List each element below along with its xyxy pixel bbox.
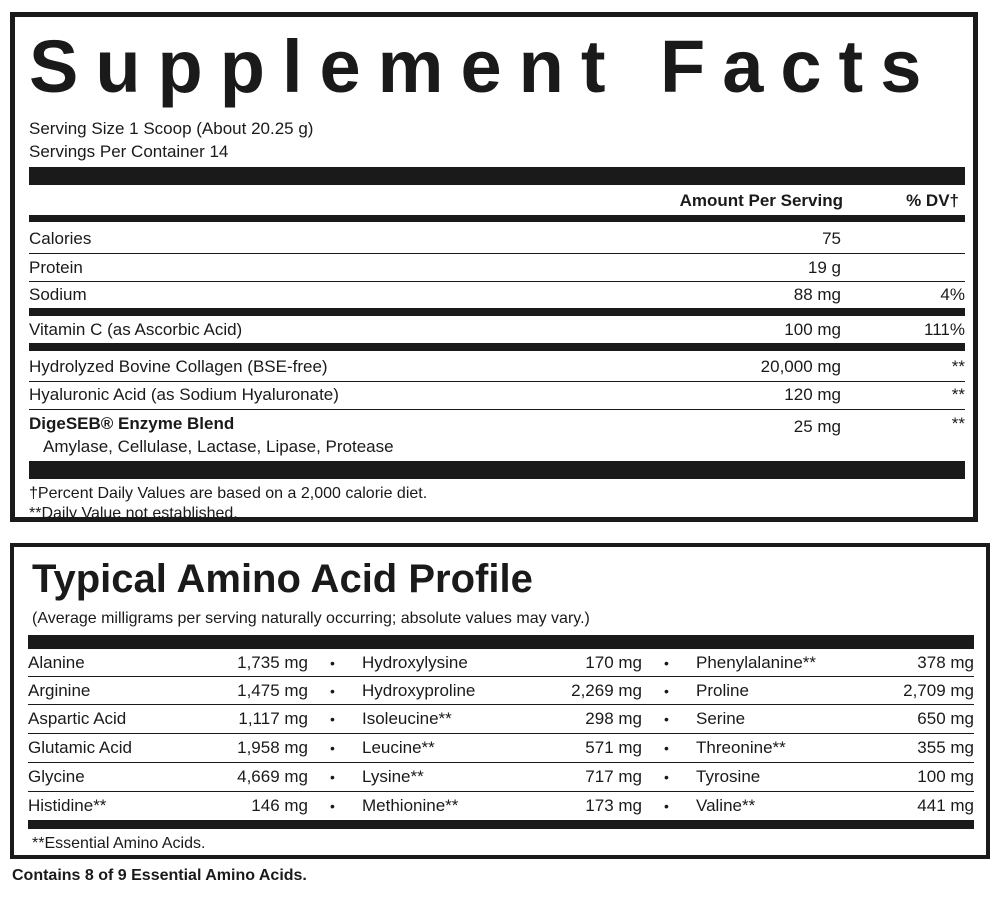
amino-value: 1,117 mg bbox=[238, 709, 308, 728]
nutrient-amount: 100 mg bbox=[784, 320, 841, 339]
nutrient-amount: 88 mg bbox=[793, 285, 841, 304]
amino-row bbox=[696, 651, 974, 675]
row-divider bbox=[29, 381, 965, 382]
nutrient-name: Hydrolyzed Bovine Collagen (BSE-free) bbox=[29, 357, 328, 376]
amino-row bbox=[362, 794, 642, 818]
nutrient-name: DigeSEB® Enzyme Blend bbox=[29, 414, 235, 433]
medium-divider bbox=[29, 308, 965, 316]
bullet-separator: • bbox=[330, 655, 335, 671]
nutrient-row-sodium bbox=[29, 284, 965, 306]
supplement-facts-title: Supplement Facts bbox=[29, 25, 939, 108]
amino-value: 173 mg bbox=[585, 796, 642, 815]
bullet-separator: • bbox=[664, 655, 669, 671]
row-divider bbox=[29, 253, 965, 254]
amino-row bbox=[28, 736, 308, 760]
header-percent-dv: % DV† bbox=[906, 191, 959, 210]
nutrient-name: Calories bbox=[29, 229, 92, 248]
amino-acid-profile-panel bbox=[10, 543, 990, 859]
thick-divider bbox=[28, 635, 974, 649]
row-divider bbox=[28, 762, 974, 763]
amino-name: Aspartic Acid bbox=[28, 709, 127, 728]
amino-value: 441 mg bbox=[917, 796, 974, 815]
nutrient-dv: ** bbox=[951, 385, 965, 404]
amino-value: 1,475 mg bbox=[237, 681, 308, 700]
amino-value: 571 mg bbox=[585, 738, 642, 757]
bullet-separator: • bbox=[330, 683, 335, 699]
amino-row bbox=[28, 707, 308, 731]
header-amount-per-serving: Amount Per Serving bbox=[679, 191, 843, 210]
servings-per-container: Servings Per Container 14 bbox=[29, 142, 229, 161]
thick-divider bbox=[29, 461, 965, 479]
medium-divider bbox=[29, 343, 965, 351]
amino-value: 1,958 mg bbox=[237, 738, 308, 757]
amino-value: 2,269 mg bbox=[571, 681, 642, 700]
nutrient-name: Protein bbox=[29, 258, 83, 277]
amino-value: 2,709 mg bbox=[903, 681, 974, 700]
amino-name: Histidine** bbox=[28, 796, 107, 815]
amino-name: Arginine bbox=[28, 681, 91, 700]
bullet-separator: • bbox=[330, 798, 335, 814]
thick-divider bbox=[29, 167, 965, 185]
nutrient-name: Sodium bbox=[29, 285, 87, 304]
amino-row bbox=[362, 679, 642, 703]
amino-row bbox=[362, 651, 642, 675]
bullet-separator: • bbox=[664, 683, 669, 699]
medium-divider bbox=[29, 215, 965, 222]
nutrient-amount: 25 mg bbox=[793, 417, 841, 436]
row-divider bbox=[29, 409, 965, 410]
essential-amino-footnote: **Essential Amino Acids. bbox=[32, 835, 206, 852]
amino-value: 378 mg bbox=[917, 653, 974, 672]
footnote-dv-not-established: **Daily Value not established. bbox=[29, 505, 238, 522]
nutrient-amount: 120 mg bbox=[784, 385, 841, 404]
amino-name: Alanine bbox=[28, 653, 85, 672]
amino-name: Tyrosine bbox=[696, 767, 761, 786]
contains-note: Contains 8 of 9 Essential Amino Acids. bbox=[12, 867, 307, 884]
amino-acid-profile-note: (Average milligrams per serving naturally occurring; absolute values may vary.) bbox=[32, 610, 590, 627]
nutrient-row-hyaluronic-acid bbox=[29, 384, 965, 406]
amino-value: 170 mg bbox=[585, 653, 642, 672]
nutrient-row-protein bbox=[29, 257, 965, 279]
amino-acid-profile-title: Typical Amino Acid Profile bbox=[32, 557, 533, 601]
amino-value: 650 mg bbox=[917, 709, 974, 728]
amino-value: 146 mg bbox=[251, 796, 308, 815]
bullet-separator: • bbox=[664, 769, 669, 785]
nutrient-dv: 4% bbox=[940, 285, 965, 304]
amino-row bbox=[696, 765, 974, 789]
bullet-separator: • bbox=[330, 740, 335, 756]
nutrient-dv: ** bbox=[951, 357, 965, 376]
amino-row bbox=[696, 794, 974, 818]
nutrient-amount: 75 bbox=[822, 229, 841, 248]
amino-row bbox=[28, 679, 308, 703]
amino-value: 355 mg bbox=[917, 738, 974, 757]
amino-row bbox=[362, 736, 642, 760]
amino-row bbox=[696, 736, 974, 760]
amino-value: 717 mg bbox=[585, 767, 642, 786]
bullet-separator: • bbox=[664, 740, 669, 756]
footnote-percent-dv: †Percent Daily Values are based on a 2,000 calorie diet. bbox=[29, 485, 428, 502]
nutrient-amount: 19 g bbox=[807, 258, 841, 277]
amino-row bbox=[362, 765, 642, 789]
amino-row bbox=[696, 707, 974, 731]
amino-value: 100 mg bbox=[917, 767, 974, 786]
amino-name: Valine** bbox=[696, 796, 756, 815]
row-divider bbox=[28, 676, 974, 677]
nutrient-name: Vitamin C (as Ascorbic Acid) bbox=[29, 320, 243, 339]
amino-name: Leucine** bbox=[362, 738, 435, 757]
row-divider bbox=[28, 704, 974, 705]
amino-name: Hydroxylysine bbox=[362, 653, 468, 672]
nutrient-dv: 111% bbox=[924, 320, 965, 339]
amino-name: Methionine** bbox=[362, 796, 459, 815]
nutrient-row-enzyme-blend bbox=[29, 413, 965, 435]
amino-value: 1,735 mg bbox=[237, 653, 308, 672]
amino-name: Glycine bbox=[28, 767, 85, 786]
bullet-separator: • bbox=[664, 798, 669, 814]
row-divider bbox=[28, 733, 974, 734]
row-divider bbox=[28, 791, 974, 792]
supplement-facts-panel bbox=[10, 12, 978, 522]
nutrient-row-calories bbox=[29, 228, 965, 250]
medium-divider bbox=[28, 820, 974, 829]
amino-row bbox=[696, 679, 974, 703]
amino-name: Isoleucine** bbox=[362, 709, 452, 728]
row-divider bbox=[29, 281, 965, 282]
amino-name: Phenylalanine** bbox=[696, 653, 817, 672]
amino-name: Proline bbox=[696, 681, 749, 700]
amino-value: 298 mg bbox=[585, 709, 642, 728]
enzyme-blend-ingredients: Amylase, Cellulase, Lactase, Lipase, Protease bbox=[43, 437, 394, 456]
nutrient-row-vitamin-c bbox=[29, 319, 965, 341]
amino-name: Lysine** bbox=[362, 767, 424, 786]
amino-name: Threonine** bbox=[696, 738, 786, 757]
amino-row bbox=[28, 765, 308, 789]
amino-name: Hydroxyproline bbox=[362, 681, 476, 700]
bullet-separator: • bbox=[664, 711, 669, 727]
nutrient-amount: 20,000 mg bbox=[760, 357, 841, 376]
amino-row bbox=[362, 707, 642, 731]
amino-name: Glutamic Acid bbox=[28, 738, 132, 757]
serving-size: Serving Size 1 Scoop (About 20.25 g) bbox=[29, 119, 314, 138]
bullet-separator: • bbox=[330, 769, 335, 785]
nutrient-row-collagen bbox=[29, 356, 965, 378]
amino-row bbox=[28, 794, 308, 818]
amino-value: 4,669 mg bbox=[237, 767, 308, 786]
bullet-separator: • bbox=[330, 711, 335, 727]
nutrient-dv: ** bbox=[951, 414, 965, 433]
nutrient-name: Hyaluronic Acid (as Sodium Hyaluronate) bbox=[29, 385, 339, 404]
amino-row bbox=[28, 651, 308, 675]
amino-name: Serine bbox=[696, 709, 746, 728]
